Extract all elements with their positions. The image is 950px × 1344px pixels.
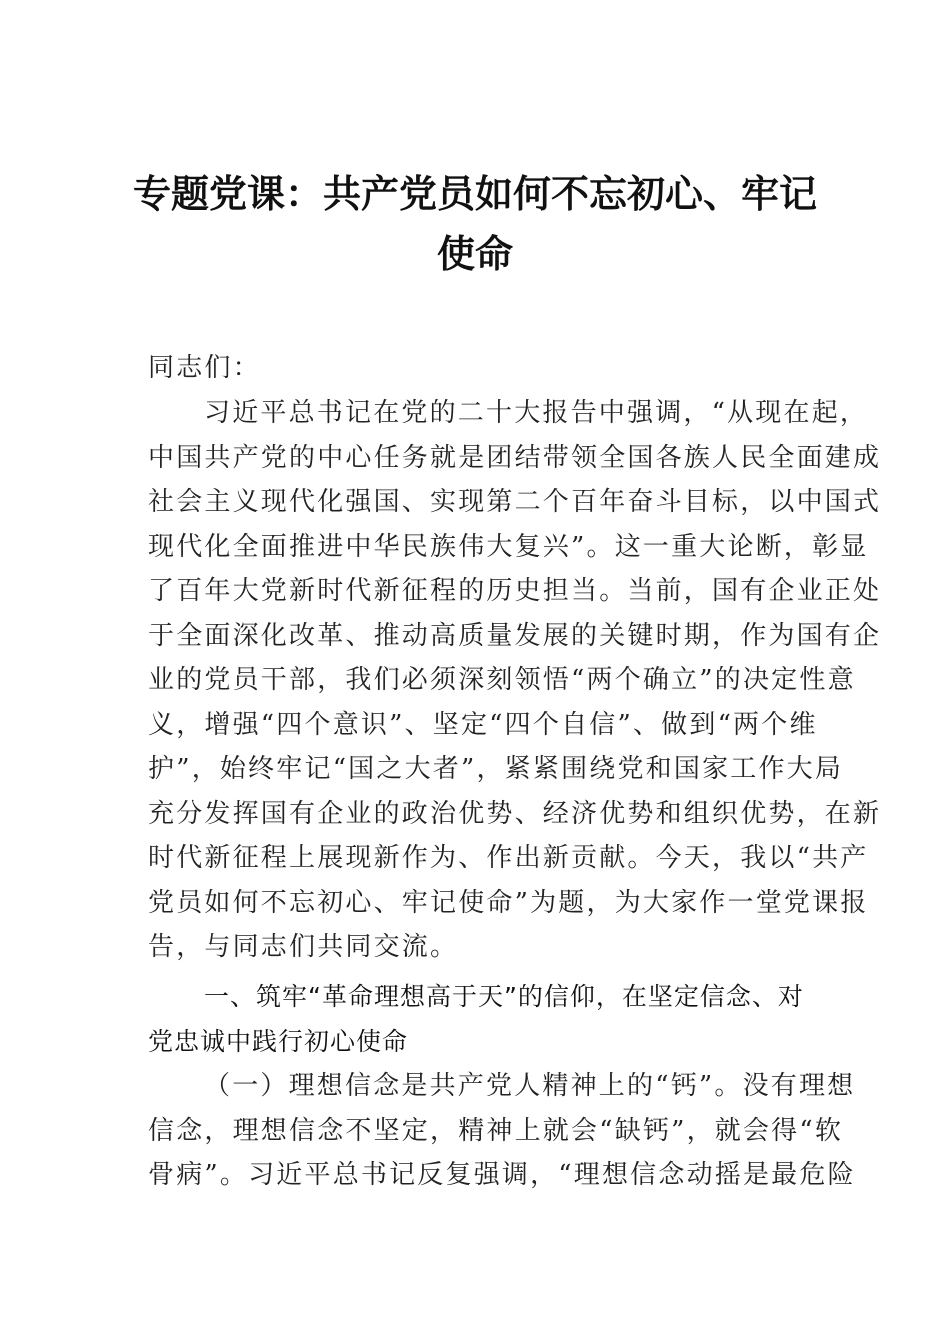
paragraph-ideals (148, 1064, 856, 1198)
paragraph-line: 信念，理想信念不坚定，精神上就会“缺钙”，就会得“软 (148, 1115, 844, 1146)
paragraph-line: 业的党员干部，我们必须深刻领悟“两个确立”的决定性意 (148, 665, 856, 695)
paragraph-line: 党员如何不忘初心、牢记使命”为题，为大家作一堂党课报 (148, 887, 869, 918)
paragraph-line: 骨病”。习近平总书记反复强调，“理想信念动摇是最危险 (148, 1160, 856, 1190)
document-title (130, 164, 820, 284)
paragraph-line: 习近平总书记在党的二十大报告中强调，“从现在起， (204, 398, 869, 428)
section-heading-1 (148, 975, 808, 1064)
paragraph-line: 社会主义现代化强国、实现第二个百年奋斗目标，以中国式 (148, 487, 882, 517)
paragraph-line: 于全面深化改革、推动高质量发展的关键时期，作为国有企 (148, 620, 882, 651)
paragraph-line: 告，与同志们共同交流。 (148, 932, 459, 962)
paragraph-line: 时代新征程上展现新作为、作出新贡献。今天，我以“共产 (148, 843, 869, 873)
heading-line: 党忠诚中践行初心使命 (148, 1026, 409, 1056)
paragraph-line: 中国共产党的中心任务就是团结带领全国各族人民全面建成 (148, 442, 882, 473)
salutation (148, 346, 808, 391)
paragraph-intro (148, 391, 882, 970)
paragraph-line: 充分发挥国有企业的政治优势、经济优势和组织优势，在新 (148, 798, 882, 829)
salutation-text: 同志们： (148, 353, 261, 383)
paragraph-line: 现代化全面推进中华民族伟大复兴”。这一重大论断，彰显 (148, 531, 869, 562)
paragraph-line: （一）理想信念是共产党人精神上的“钙”。没有理想 (204, 1071, 856, 1101)
paragraph-line: 了百年大党新时代新征程的历史担当。当前，国有企业正处 (148, 576, 882, 606)
paragraph-line: 义，增强“四个意识”、坚定“四个自信”、做到“两个维 (148, 709, 818, 740)
title-line: 使命 (436, 231, 513, 276)
heading-line: 一、筑牢“革命理想高于天”的信仰，在坚定信念、对 (204, 982, 804, 1011)
title-line: 专题党课：共产党员如何不忘初心、牢记 (132, 171, 817, 216)
paragraph-line: 护”，始终牢记“国之大者”，紧紧围绕党和国家工作大局 (148, 754, 844, 784)
